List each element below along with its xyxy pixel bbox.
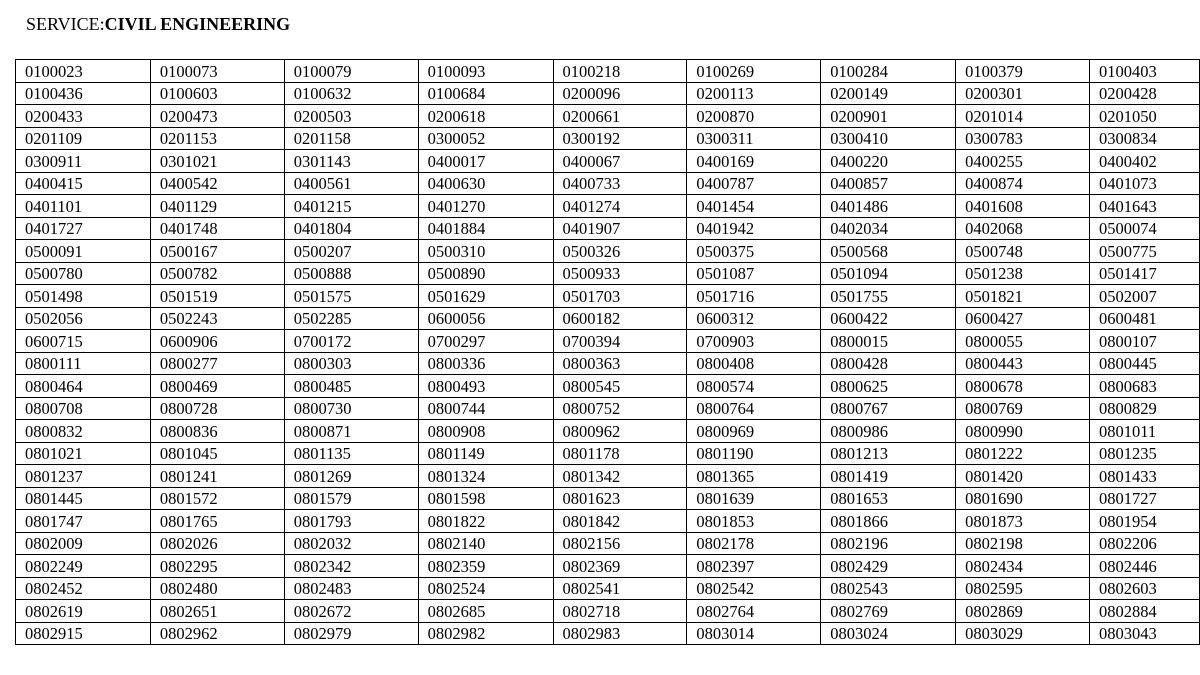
roll-number-cell: 0401727: [16, 217, 151, 240]
roll-number-cell: 0200149: [821, 82, 956, 105]
table-row: [16, 600, 1200, 623]
roll-number-cell: 0501575: [284, 285, 418, 308]
roll-number-cell: 0500888: [284, 262, 418, 285]
roll-number-cell: 0802979: [284, 622, 418, 645]
roll-number-cell: 0400630: [418, 172, 553, 195]
roll-number-cell: 0401643: [1090, 195, 1200, 218]
roll-number-cell: 0200428: [1090, 82, 1200, 105]
roll-number-cell: 0500568: [821, 240, 956, 263]
roll-number-cell: 0700394: [553, 330, 687, 353]
roll-number-cell: 0401073: [1090, 172, 1200, 195]
roll-number-cell: 0800728: [150, 397, 284, 420]
roll-number-cell: 0502285: [284, 307, 418, 330]
roll-number-cell: 0100284: [821, 60, 956, 83]
roll-number-cell: 0801579: [284, 487, 418, 510]
roll-number-cell: 0800683: [1090, 375, 1200, 398]
roll-number-cell: 0801873: [956, 510, 1090, 533]
roll-number-cell: 0802429: [821, 555, 956, 578]
roll-number-cell: 0400255: [956, 150, 1090, 173]
roll-number-cell: 0401486: [821, 195, 956, 218]
roll-number-cell: 0800015: [821, 330, 956, 353]
roll-number-cell: 0801235: [1090, 442, 1200, 465]
roll-number-cell: 0800908: [418, 420, 553, 443]
roll-number-cell: 0802884: [1090, 600, 1200, 623]
table-row: [16, 397, 1200, 420]
roll-number-cell: 0501755: [821, 285, 956, 308]
roll-number-cell: 0801623: [553, 487, 687, 510]
roll-number-cell: 0401101: [16, 195, 151, 218]
roll-number-cell: 0802480: [150, 577, 284, 600]
roll-number-cell: 0800990: [956, 420, 1090, 443]
roll-number-cell: 0401884: [418, 217, 553, 240]
roll-number-cell: 0801324: [418, 465, 553, 488]
roll-number-cell: 0500326: [553, 240, 687, 263]
roll-number-cell: 0803029: [956, 622, 1090, 645]
table-row: [16, 352, 1200, 375]
table-row: [16, 330, 1200, 353]
roll-number-cell: 0100684: [418, 82, 553, 105]
roll-number-cell: 0500310: [418, 240, 553, 263]
roll-number-cell: 0800708: [16, 397, 151, 420]
roll-number-cell: 0801135: [284, 442, 418, 465]
roll-number-cell: 0802026: [150, 532, 284, 555]
roll-number-cell: 0802672: [284, 600, 418, 623]
roll-number-cell: 0800836: [150, 420, 284, 443]
roll-number-cell: 0400787: [687, 172, 821, 195]
table-row: [16, 555, 1200, 578]
table-row: [16, 420, 1200, 443]
roll-number-cell: 0300052: [418, 127, 553, 150]
roll-number-cell: 0802359: [418, 555, 553, 578]
table-row: [16, 172, 1200, 195]
roll-number-cell: 0600906: [150, 330, 284, 353]
roll-number-cell: 0600427: [956, 307, 1090, 330]
roll-number-cell: 0801598: [418, 487, 553, 510]
roll-number-cell: 0802595: [956, 577, 1090, 600]
roll-number-cell: 0200661: [553, 105, 687, 128]
roll-number-cell: 0600312: [687, 307, 821, 330]
roll-number-cell: 0100073: [150, 60, 284, 83]
roll-number-cell: 0400415: [16, 172, 151, 195]
roll-number-cell: 0801269: [284, 465, 418, 488]
roll-number-cell: 0401270: [418, 195, 553, 218]
roll-number-cell: 0800111: [16, 352, 151, 375]
roll-number-table-body: [16, 60, 1200, 645]
roll-number-cell: 0400561: [284, 172, 418, 195]
roll-number-cell: 0100023: [16, 60, 151, 83]
roll-number-cell: 0801342: [553, 465, 687, 488]
roll-number-cell: 0300311: [687, 127, 821, 150]
roll-number-cell: 0800107: [1090, 330, 1200, 353]
roll-number-cell: 0200473: [150, 105, 284, 128]
roll-number-cell: 0100403: [1090, 60, 1200, 83]
table-row: [16, 60, 1200, 83]
roll-number-cell: 0100269: [687, 60, 821, 83]
roll-number-cell: 0801639: [687, 487, 821, 510]
roll-number-cell: 0800277: [150, 352, 284, 375]
roll-number-cell: 0501417: [1090, 262, 1200, 285]
table-row: [16, 105, 1200, 128]
roll-number-cell: 0802249: [16, 555, 151, 578]
roll-number-cell: 0800493: [418, 375, 553, 398]
roll-number-cell: 0500890: [418, 262, 553, 285]
roll-number-cell: 0800969: [687, 420, 821, 443]
roll-number-cell: 0800767: [821, 397, 956, 420]
roll-number-cell: 0800871: [284, 420, 418, 443]
roll-number-cell: 0501716: [687, 285, 821, 308]
roll-number-cell: 0801237: [16, 465, 151, 488]
table-row: [16, 195, 1200, 218]
roll-number-cell: 0500167: [150, 240, 284, 263]
table-row: [16, 217, 1200, 240]
roll-number-cell: 0802769: [821, 600, 956, 623]
roll-number-cell: 0501519: [150, 285, 284, 308]
roll-number-cell: 0400067: [553, 150, 687, 173]
roll-number-cell: 0802140: [418, 532, 553, 555]
roll-number-cell: 0600182: [553, 307, 687, 330]
roll-number-cell: 0802342: [284, 555, 418, 578]
roll-number-cell: 0802543: [821, 577, 956, 600]
roll-number-cell: 0401942: [687, 217, 821, 240]
roll-number-cell: 0800443: [956, 352, 1090, 375]
roll-number-cell: 0400874: [956, 172, 1090, 195]
roll-number-cell: 0402068: [956, 217, 1090, 240]
roll-number-cell: 0802982: [418, 622, 553, 645]
roll-number-cell: 0802915: [16, 622, 151, 645]
roll-number-cell: 0800752: [553, 397, 687, 420]
roll-number-cell: 0800986: [821, 420, 956, 443]
roll-number-cell: 0200901: [821, 105, 956, 128]
roll-number-cell: 0800832: [16, 420, 151, 443]
roll-number-cell: 0401748: [150, 217, 284, 240]
roll-number-cell: 0100603: [150, 82, 284, 105]
roll-number-cell: 0801190: [687, 442, 821, 465]
roll-number-cell: 0400402: [1090, 150, 1200, 173]
roll-number-cell: 0801747: [16, 510, 151, 533]
roll-number-cell: 0800469: [150, 375, 284, 398]
roll-number-cell: 0100218: [553, 60, 687, 83]
roll-number-cell: 0802869: [956, 600, 1090, 623]
roll-number-cell: 0800464: [16, 375, 151, 398]
roll-number-cell: 0100093: [418, 60, 553, 83]
roll-number-cell: 0801222: [956, 442, 1090, 465]
roll-number-cell: 0501094: [821, 262, 956, 285]
roll-number-cell: 0800428: [821, 352, 956, 375]
service-name: CIVIL ENGINEERING: [104, 14, 291, 34]
roll-number-cell: 0501703: [553, 285, 687, 308]
roll-number-cell: 0800769: [956, 397, 1090, 420]
roll-number-cell: 0300192: [553, 127, 687, 150]
roll-number-cell: 0800055: [956, 330, 1090, 353]
roll-number-cell: 0600715: [16, 330, 151, 353]
table-row: [16, 262, 1200, 285]
roll-number-cell: 0801149: [418, 442, 553, 465]
roll-number-cell: 0802452: [16, 577, 151, 600]
roll-number-cell: 0200503: [284, 105, 418, 128]
table-row: [16, 442, 1200, 465]
roll-number-cell: 0802619: [16, 600, 151, 623]
roll-number-cell: 0801021: [16, 442, 151, 465]
roll-number-cell: 0401274: [553, 195, 687, 218]
roll-number-cell: 0802764: [687, 600, 821, 623]
roll-number-cell: 0600481: [1090, 307, 1200, 330]
roll-number-cell: 0500748: [956, 240, 1090, 263]
roll-number-cell: 0401215: [284, 195, 418, 218]
table-row: [16, 285, 1200, 308]
roll-number-cell: 0802434: [956, 555, 1090, 578]
table-row: [16, 150, 1200, 173]
roll-number-cell: 0500780: [16, 262, 151, 285]
roll-number-cell: 0802369: [553, 555, 687, 578]
roll-number-cell: 0801011: [1090, 420, 1200, 443]
roll-number-cell: 0801954: [1090, 510, 1200, 533]
roll-number-cell: 0400169: [687, 150, 821, 173]
roll-number-cell: 0801419: [821, 465, 956, 488]
roll-number-cell: 0802685: [418, 600, 553, 623]
roll-number-cell: 0800303: [284, 352, 418, 375]
roll-number-cell: 0802178: [687, 532, 821, 555]
roll-number-cell: 0802542: [687, 577, 821, 600]
roll-number-cell: 0400017: [418, 150, 553, 173]
service-heading: [26, 12, 290, 36]
roll-number-cell: 0100436: [16, 82, 151, 105]
roll-number-cell: 0802962: [150, 622, 284, 645]
roll-number-cell: 0801241: [150, 465, 284, 488]
service-prefix: SERVICE:: [26, 14, 105, 34]
roll-number-cell: 0200096: [553, 82, 687, 105]
roll-number-cell: 0300783: [956, 127, 1090, 150]
roll-number-cell: 0500782: [150, 262, 284, 285]
roll-number-cell: 0100379: [956, 60, 1090, 83]
roll-number-cell: 0802032: [284, 532, 418, 555]
roll-number-cell: 0800574: [687, 375, 821, 398]
roll-number-cell: 0802718: [553, 600, 687, 623]
roll-number-cell: 0801765: [150, 510, 284, 533]
roll-number-cell: 0201158: [284, 127, 418, 150]
roll-number-cell: 0501629: [418, 285, 553, 308]
roll-number-cell: 0501498: [16, 285, 151, 308]
roll-number-cell: 0401129: [150, 195, 284, 218]
roll-number-cell: 0800336: [418, 352, 553, 375]
roll-number-cell: 0300410: [821, 127, 956, 150]
roll-number-cell: 0500775: [1090, 240, 1200, 263]
roll-number-cell: 0801178: [553, 442, 687, 465]
roll-number-cell: 0402034: [821, 217, 956, 240]
roll-number-cell: 0802483: [284, 577, 418, 600]
roll-number-cell: 0802206: [1090, 532, 1200, 555]
roll-number-cell: 0801433: [1090, 465, 1200, 488]
table-row: [16, 532, 1200, 555]
roll-number-cell: 0401608: [956, 195, 1090, 218]
roll-number-cell: 0100079: [284, 60, 418, 83]
roll-number-cell: 0401454: [687, 195, 821, 218]
roll-number-cell: 0801853: [687, 510, 821, 533]
roll-number-cell: 0301021: [150, 150, 284, 173]
roll-number-cell: 0802446: [1090, 555, 1200, 578]
roll-number-cell: 0800625: [821, 375, 956, 398]
roll-number-cell: 0803014: [687, 622, 821, 645]
roll-number-cell: 0802983: [553, 622, 687, 645]
roll-number-cell: 0802196: [821, 532, 956, 555]
roll-number-cell: 0801445: [16, 487, 151, 510]
roll-number-cell: 0802541: [553, 577, 687, 600]
roll-number-cell: 0700297: [418, 330, 553, 353]
roll-number-cell: 0802198: [956, 532, 1090, 555]
roll-number-cell: 0800962: [553, 420, 687, 443]
roll-number-cell: 0802397: [687, 555, 821, 578]
table-row: [16, 622, 1200, 645]
roll-number-cell: 0801572: [150, 487, 284, 510]
roll-number-cell: 0801365: [687, 465, 821, 488]
roll-number-cell: 0801213: [821, 442, 956, 465]
roll-number-cell: 0500375: [687, 240, 821, 263]
roll-number-table: [15, 59, 1200, 645]
roll-number-cell: 0200433: [16, 105, 151, 128]
roll-number-cell: 0401907: [553, 217, 687, 240]
table-row: [16, 240, 1200, 263]
roll-number-cell: 0800744: [418, 397, 553, 420]
roll-number-cell: 0600056: [418, 307, 553, 330]
roll-number-cell: 0800730: [284, 397, 418, 420]
table-row: [16, 510, 1200, 533]
roll-number-cell: 0801690: [956, 487, 1090, 510]
roll-number-cell: 0100632: [284, 82, 418, 105]
table-row: [16, 465, 1200, 488]
roll-number-cell: 0802295: [150, 555, 284, 578]
roll-number-cell: 0401804: [284, 217, 418, 240]
roll-number-cell: 0700903: [687, 330, 821, 353]
roll-number-cell: 0801793: [284, 510, 418, 533]
roll-number-cell: 0803043: [1090, 622, 1200, 645]
table-row: [16, 577, 1200, 600]
roll-number-cell: 0801727: [1090, 487, 1200, 510]
roll-number-cell: 0801866: [821, 510, 956, 533]
table-row: [16, 82, 1200, 105]
roll-number-cell: 0801822: [418, 510, 553, 533]
roll-number-cell: 0502056: [16, 307, 151, 330]
roll-number-cell: 0500091: [16, 240, 151, 263]
roll-number-cell: 0800678: [956, 375, 1090, 398]
roll-number-cell: 0802651: [150, 600, 284, 623]
roll-number-cell: 0501087: [687, 262, 821, 285]
roll-number-cell: 0800829: [1090, 397, 1200, 420]
roll-number-cell: 0802603: [1090, 577, 1200, 600]
roll-number-cell: 0201109: [16, 127, 151, 150]
roll-number-cell: 0500074: [1090, 217, 1200, 240]
roll-number-cell: 0200301: [956, 82, 1090, 105]
roll-number-cell: 0500207: [284, 240, 418, 263]
roll-number-cell: 0201050: [1090, 105, 1200, 128]
roll-number-cell: 0400220: [821, 150, 956, 173]
table-row: [16, 487, 1200, 510]
roll-number-cell: 0502007: [1090, 285, 1200, 308]
roll-number-cell: 0400857: [821, 172, 956, 195]
roll-number-cell: 0201153: [150, 127, 284, 150]
roll-number-cell: 0300834: [1090, 127, 1200, 150]
roll-number-cell: 0201014: [956, 105, 1090, 128]
roll-number-cell: 0800485: [284, 375, 418, 398]
roll-number-cell: 0800445: [1090, 352, 1200, 375]
roll-number-cell: 0803024: [821, 622, 956, 645]
roll-number-cell: 0801045: [150, 442, 284, 465]
roll-number-cell: 0800363: [553, 352, 687, 375]
roll-number-cell: 0502243: [150, 307, 284, 330]
roll-number-cell: 0200113: [687, 82, 821, 105]
roll-number-cell: 0802009: [16, 532, 151, 555]
roll-number-cell: 0600422: [821, 307, 956, 330]
roll-number-cell: 0400542: [150, 172, 284, 195]
table-row: [16, 375, 1200, 398]
roll-number-cell: 0801653: [821, 487, 956, 510]
roll-number-cell: 0800408: [687, 352, 821, 375]
roll-number-cell: 0200618: [418, 105, 553, 128]
roll-number-cell: 0501821: [956, 285, 1090, 308]
roll-number-cell: 0801420: [956, 465, 1090, 488]
roll-number-cell: 0400733: [553, 172, 687, 195]
roll-number-cell: 0301143: [284, 150, 418, 173]
roll-number-cell: 0800764: [687, 397, 821, 420]
table-row: [16, 307, 1200, 330]
roll-number-cell: 0200870: [687, 105, 821, 128]
roll-number-cell: 0802524: [418, 577, 553, 600]
roll-number-cell: 0500933: [553, 262, 687, 285]
roll-number-cell: 0501238: [956, 262, 1090, 285]
roll-number-cell: 0700172: [284, 330, 418, 353]
table-row: [16, 127, 1200, 150]
roll-number-cell: 0801842: [553, 510, 687, 533]
roll-number-cell: 0300911: [16, 150, 151, 173]
roll-number-cell: 0802156: [553, 532, 687, 555]
roll-number-cell: 0800545: [553, 375, 687, 398]
